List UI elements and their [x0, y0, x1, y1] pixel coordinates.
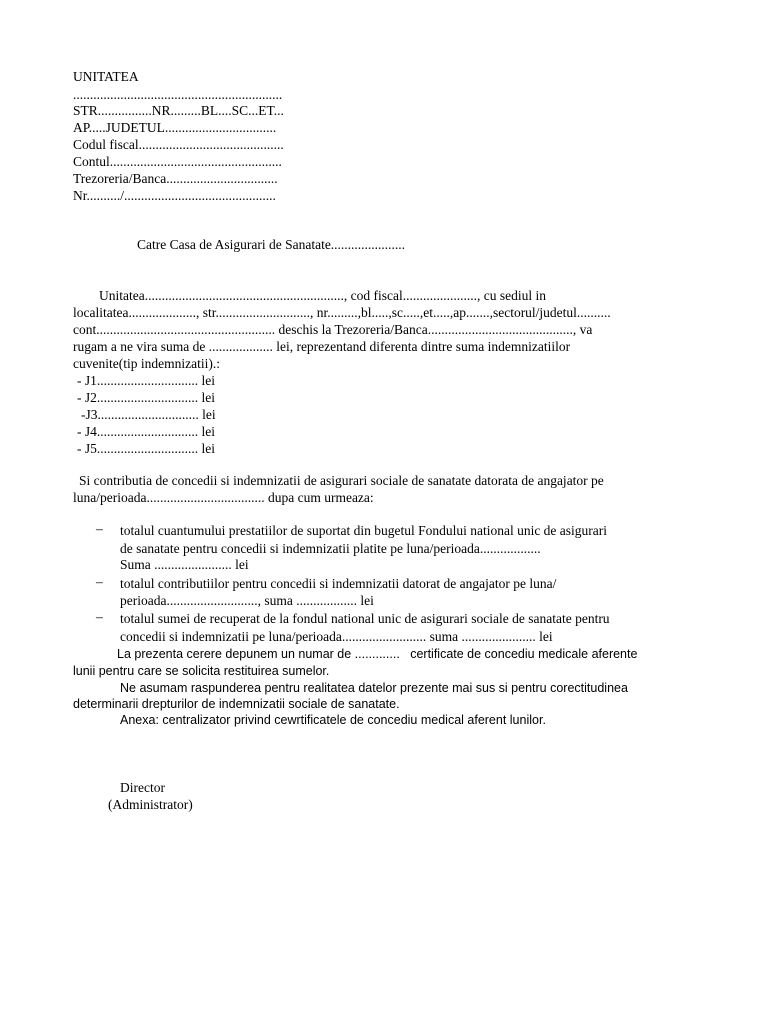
j-item-1: - J1.............................. lei — [77, 373, 215, 388]
j-item-3: -J3.............................. lei — [81, 407, 216, 422]
unitatea-dots: .............................................................. — [73, 87, 283, 102]
bullet-dash-1: – — [96, 521, 103, 536]
bullet-1-line-1: totalul cuantumului prestatiilor de suportat din bugetul Fondului national unic de asigurari — [120, 523, 608, 538]
bullet-dash-2: – — [96, 574, 103, 589]
ap-judetul-line: AP.....JUDETUL................................. — [73, 120, 277, 135]
unitatea-label: UNITATEA — [73, 69, 139, 84]
j-item-5: - J5.............................. lei — [77, 441, 215, 456]
contul-line: Contul................................................... — [73, 154, 282, 169]
p2-line-1: Si contributia de concedii si indemnizatii de asigurari sociale de sanatate datorata de angajator pe — [79, 473, 604, 488]
j-item-2: - J2.............................. lei — [77, 390, 215, 405]
p1-line-4: rugam a ne vira suma de ................... lei, reprezentand diferenta dintre suma indemnizatiilor — [73, 339, 571, 354]
cod-fiscal-line: Codul fiscal........................................... — [73, 137, 284, 152]
j-item-4: - J4.............................. lei — [77, 424, 215, 439]
bullet-3-line-2: concedii si indemnizatii pe luna/perioada......................... suma ...................... lei — [120, 629, 553, 644]
responsibility-line-1: Ne asumam raspunderea pentru realitatea datelor prezente mai sus si pentru corectitudinea — [120, 681, 628, 695]
certificates-line-1: La prezenta cerere depunem un numar de ............. certificate de concediu medicale aferente — [117, 647, 638, 661]
p2-line-2: luna/perioada................................... dupa cum urmeaza: — [73, 490, 374, 505]
nr-line: Nr........../............................................. — [73, 188, 276, 203]
administrator-label: (Administrator) — [108, 797, 193, 812]
director-label: Director — [120, 780, 165, 795]
bullet-2-line-1: totalul contributiilor pentru concedii si indemnizatii datorat de angajator pe luna/ — [120, 576, 557, 591]
certificates-line-2: lunii pentru care se solicita restituirea sumelor. — [73, 664, 330, 678]
bullet-2-line-2: perioada..........................., suma .................. lei — [120, 593, 374, 608]
p1-line-2: localitatea...................., str............................, nr.........,bl.....,sc.....,et.....,ap.......,sectorul/judetul.......... — [73, 305, 611, 320]
bullet-dash-3: – — [96, 609, 103, 624]
bullet-3-line-1: totalul sumei de recuperat de la fondul national unic de asigurari sociale de sanatate pentru — [120, 611, 610, 626]
p1-line-5: cuvenite(tip indemnizatii).: — [73, 356, 220, 371]
addressee: Catre Casa de Asigurari de Sanatate...................... — [137, 237, 406, 252]
bullet-1-line-3: Suma ....................... lei — [120, 557, 249, 572]
responsibility-line-2: determinarii drepturilor de indemnizatii sociale de sanatate. — [73, 697, 400, 711]
bullet-1-line-2: de sanatate pentru concedii si indemnizatii platite pe luna/perioada.................. — [120, 541, 541, 556]
p1-line-1: Unitatea..........................................................., cod fiscal......................, cu sediul in — [99, 288, 546, 303]
address-line: STR................NR.........BL....SC...ET... — [73, 103, 284, 118]
anexa-line: Anexa: centralizator privind cewrtificatele de concediu medical aferent lunilor. — [120, 713, 546, 727]
p1-line-3: cont..................................................... deschis la Trezoreria/Banca..........................................., va — [73, 322, 593, 337]
trezoreria-line: Trezoreria/Banca................................. — [73, 171, 278, 186]
